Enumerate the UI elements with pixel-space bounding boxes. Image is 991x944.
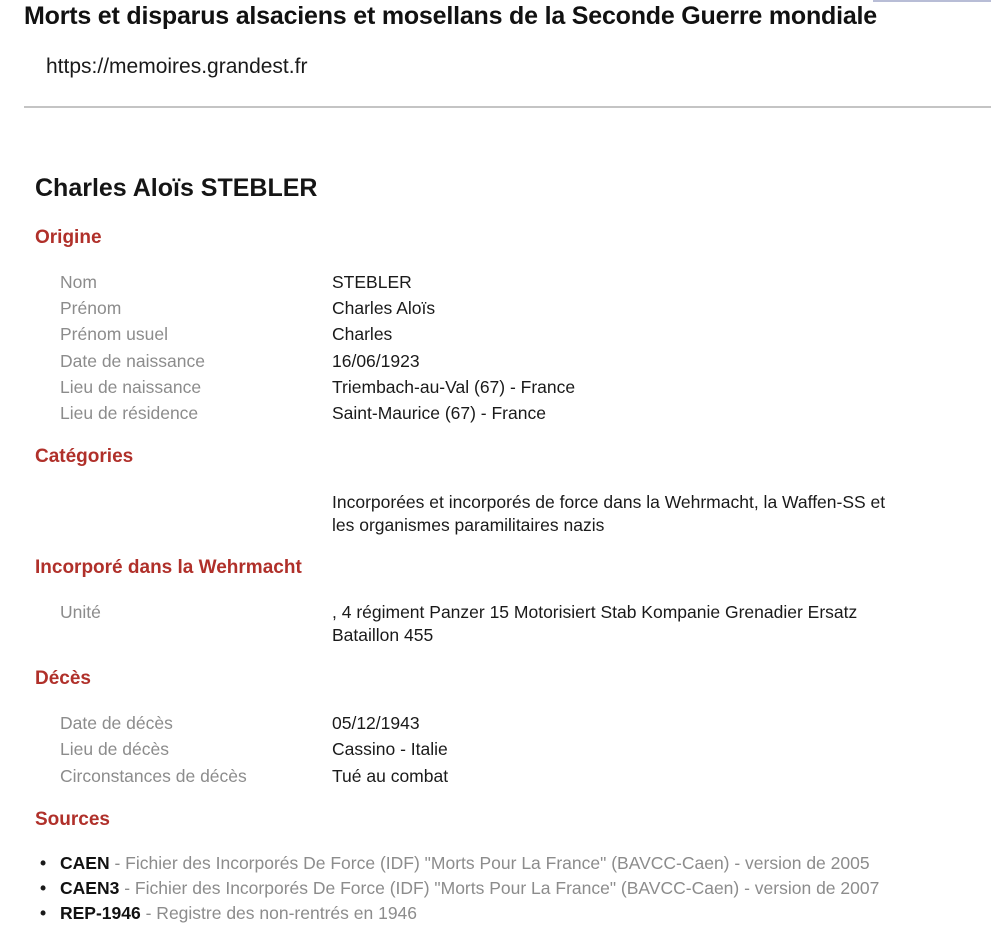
field-label-unite: Unité: [60, 602, 101, 622]
field-value-date-naissance: 16/06/1923: [332, 351, 420, 371]
bullet-icon: •: [40, 853, 47, 873]
field-label-date-deces: Date de décès: [60, 713, 173, 733]
section-heading-wehrmacht: Incorporé dans la Wehrmacht: [35, 557, 302, 578]
source-code: CAEN: [60, 853, 110, 873]
section-heading-sources: Sources: [35, 809, 110, 830]
section-heading-categories: Catégories: [35, 446, 134, 467]
source-item: [40, 851, 879, 876]
field-label-circonstances-deces: Circonstances de décès: [60, 766, 247, 786]
field-label-prenom: Prénom: [60, 298, 122, 318]
field-value-date-deces: 05/12/1943: [332, 713, 420, 733]
field-value-prenom-usuel: Charles: [332, 324, 393, 344]
header-divider: [24, 106, 991, 108]
person-name: Charles Aloïs STEBLER: [35, 174, 318, 202]
source-description: - Registre des non-rentrés en 1946: [140, 903, 418, 923]
field-label-lieu-naissance: Lieu de naissance: [60, 377, 202, 397]
top-accent-bar: [873, 0, 991, 2]
source-item: [40, 901, 879, 926]
source-item: [40, 876, 879, 901]
field-value-lieu-residence: Saint-Maurice (67) - France: [332, 403, 546, 423]
field-value-circonstances-deces: Tué au combat: [332, 766, 449, 786]
source-code: REP-1946: [60, 903, 141, 923]
source-description: - Fichier des Incorporés De Force (IDF) "Morts Pour La France" (BAVCC-Caen) - version de 2007: [119, 878, 880, 898]
field-label-date-naissance: Date de naissance: [60, 351, 205, 371]
field-value-unite: , 4 régiment Panzer 15 Motorisiert Stab Kompanie Grenadier Ersatz Bataillon 455: [332, 602, 858, 645]
bullet-icon: •: [40, 903, 47, 923]
field-label-lieu-residence: Lieu de résidence: [60, 403, 199, 423]
field-label-nom: Nom: [60, 272, 97, 292]
sources-list: [40, 851, 879, 926]
field-value-lieu-naissance: Triembach-au-Val (67) - France: [332, 377, 576, 397]
source-description: - Fichier des Incorporés De Force (IDF) "Morts Pour La France" (BAVCC-Caen) - version de 2005: [109, 853, 870, 873]
site-title: Morts et disparus alsaciens et mosellans de la Seconde Guerre mondiale: [24, 2, 877, 30]
field-label-prenom-usuel: Prénom usuel: [60, 324, 168, 344]
section-heading-deces: Décès: [35, 668, 91, 689]
field-label-lieu-deces: Lieu de décès: [60, 739, 169, 759]
source-code: CAEN3: [60, 878, 120, 898]
field-value-nom: STEBLER: [332, 272, 412, 292]
field-value-prenom: Charles Aloïs: [332, 298, 436, 318]
field-value-lieu-deces: Cassino - Italie: [332, 739, 448, 759]
bullet-icon: •: [40, 878, 47, 898]
section-heading-origine: Origine: [35, 227, 102, 248]
site-url[interactable]: https://memoires.grandest.fr: [46, 55, 308, 78]
field-value-categorie: Incorporées et incorporés de force dans la Wehrmacht, la Waffen-SS et les organismes paramilitaires nazis: [332, 492, 886, 535]
